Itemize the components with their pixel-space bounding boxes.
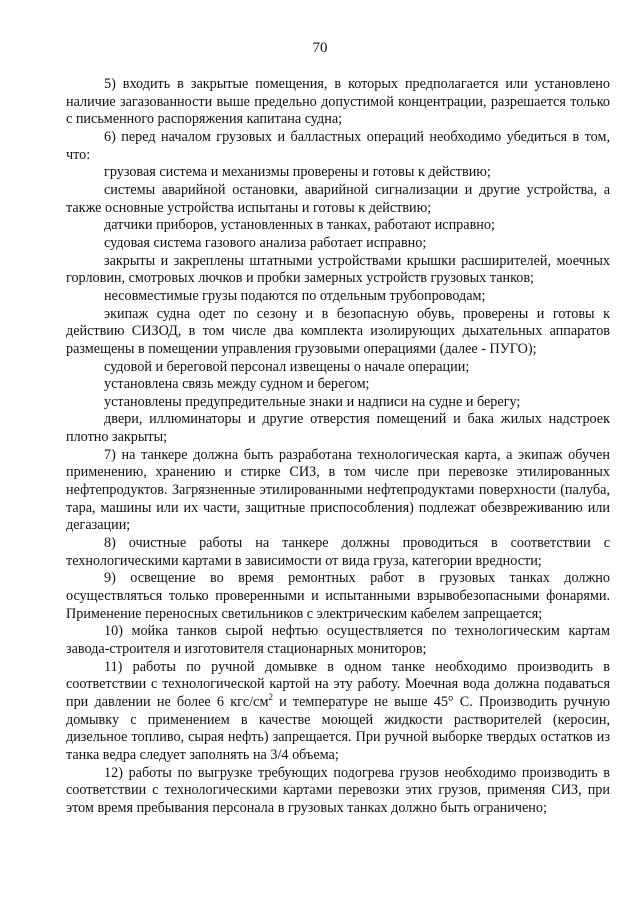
checklist-ship-shore-link: установлена связь между судном и берегом; [104, 376, 370, 393]
paragraph-item-6: 6) перед началом грузовых и балластных операций необходимо убедиться в том, что: [66, 128, 610, 163]
paragraph-item-12: 12) работы по выгрузке требующих подогрева грузов необходимо производить в соответствии с технологическими картами перевозки этих грузов, применяя СИЗ, при этом время пребывания персонала в грузовых танках должно быть ограничено; [66, 764, 610, 816]
checklist-personnel-notified: судовой и береговой персонал извещены о начале операции; [104, 358, 470, 375]
checklist-crew-equipment: экипаж судна одет по сезону и в безопасную обувь, проверены и готовы к действию СИЗОД, в том числе два комплекта изолирующих дыхательных аппаратов размещены в помещении управления грузовыми операциями (далее - ПУГО); [66, 305, 610, 357]
paragraph-item-5: 5) входить в закрытые помещения, в которых предполагается или установлено наличие загазованности выше предельно допустимой концентрации, разрешается только с письменного распоряжения капитана судна; [66, 76, 610, 128]
superscript-exponent: 2 [268, 691, 273, 702]
checklist-cargo-system: грузовая система и механизмы проверены и готовы к действию; [104, 164, 491, 181]
paragraph-item-10: 10) мойка танков сырой нефтью осуществляется по технологическим картам завода-строителя и изготовителя стационарных мониторов; [66, 623, 610, 657]
checklist-tank-sensors: датчики приборов, установленных в танках, работают исправно; [104, 217, 495, 234]
checklist-gas-analysis: судовая система газового анализа работает исправно; [104, 234, 427, 251]
paragraph-item-7: 7) на танкере должна быть разработана технологическая карта, а экипаж обучен применению, хранению и стирке СИЗ, в том числе при перевозке этилированных нефтепродуктов. Загрязненные этилированными нефтепродуктами поверхности (палуба, тара, машины или их части, защитные приспособления) подлежат обезвреживанию или дегазации; [66, 446, 610, 534]
checklist-emergency-systems: системы аварийной остановки, аварийной сигнализации и другие устройства, а также основные устройства испытаны и готовы к действию; [66, 181, 610, 216]
checklist-hatches-closed: закрыты и закреплены штатными устройствами крышки расширителей, моечных горловин, смотровых лючков и пробки замерных устройств грузовых танков; [66, 252, 610, 287]
checklist-warning-signs: установлены предупредительные знаки и надписи на судне и берегу; [104, 393, 521, 410]
checklist-separate-pipelines: несовместимые грузы подаются по отдельным трубопроводам; [104, 287, 486, 304]
document-body [66, 76, 610, 818]
checklist-openings-closed: двери, иллюминаторы и другие отверстия помещений и бака жилых надстроек плотно закрыты; [66, 411, 610, 446]
page-number: 70 [312, 40, 328, 56]
paragraph-item-11-text-start: 11) работы по ручной домывке в одном танке необходимо производить в соответствии с технологической картой на эту работу. Моечная вода должна подаваться при давлении не более 6 кгс/см [66, 658, 610, 710]
paragraph-item-11 [66, 659, 610, 765]
paragraph-item-8: 8) очистные работы на танкере должны проводиться в соответствии с технологическими картами в зависимости от вида груза, категории вредности; [66, 535, 610, 569]
paragraph-item-9: 9) освещение во время ремонтных работ в грузовых танках должно осуществляться только проверенными и испытанными взрывобезопасными фонарями. Применение переносных светильников с электрическим кабелем запрещается; [66, 570, 610, 622]
paragraph-item-11-text-end: и температуре не выше 45° С. Производить ручную домывку с применением в качестве моющей жидкости растворителей (керосин, дизельное топливо, сырая нефть) запрещается. При ручной выборке твердых остатков из танка ведра следует заполнять на 3/4 объема; [66, 693, 610, 763]
